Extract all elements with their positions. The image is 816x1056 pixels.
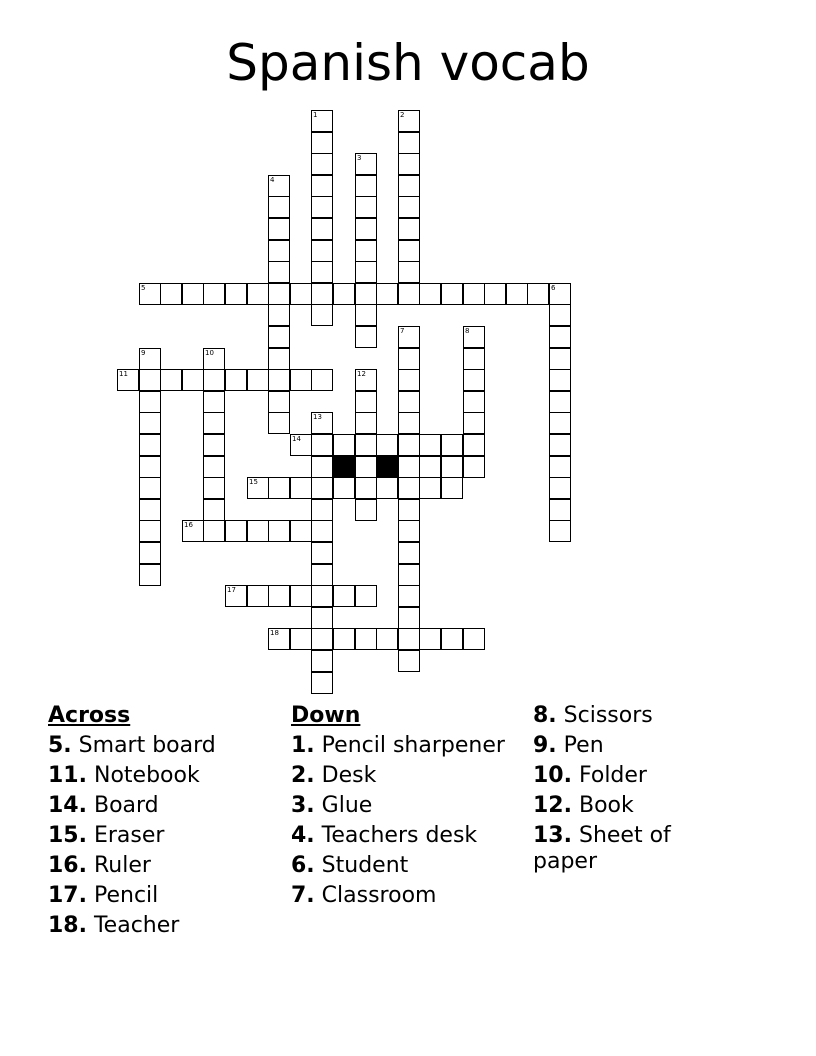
grid-cell[interactable] bbox=[290, 369, 312, 391]
grid-cell[interactable] bbox=[549, 283, 571, 305]
grid-cell[interactable] bbox=[398, 564, 420, 586]
grid-cell[interactable] bbox=[419, 477, 441, 499]
grid-cell[interactable] bbox=[333, 477, 355, 499]
grid-cell[interactable] bbox=[463, 348, 485, 370]
clue-number: 13. bbox=[533, 823, 572, 848]
clue-number-label: 15 bbox=[249, 478, 258, 486]
grid-cell[interactable] bbox=[268, 326, 290, 348]
grid-cell[interactable] bbox=[355, 218, 377, 240]
clue-number-label: 14 bbox=[292, 435, 301, 443]
grid-cell[interactable] bbox=[139, 369, 161, 391]
grid-cell[interactable] bbox=[398, 240, 420, 262]
clue-number-label: 4 bbox=[270, 176, 275, 184]
grid-cell[interactable] bbox=[398, 412, 420, 434]
grid-cell[interactable] bbox=[160, 369, 182, 391]
grid-cell[interactable] bbox=[247, 369, 269, 391]
grid-cell[interactable] bbox=[203, 520, 225, 542]
grid-cell[interactable] bbox=[398, 477, 420, 499]
grid-cell[interactable] bbox=[398, 283, 420, 305]
clue-text: Glue bbox=[321, 793, 373, 818]
grid-cell[interactable] bbox=[355, 434, 377, 456]
grid-cell[interactable] bbox=[139, 477, 161, 499]
clue-across-15 bbox=[48, 823, 278, 849]
clue-text: Smart board bbox=[78, 733, 216, 758]
clue-number-label: 8 bbox=[465, 327, 470, 335]
clue-number: 15. bbox=[48, 823, 87, 848]
grid-cell[interactable] bbox=[247, 520, 269, 542]
grid-cell[interactable] bbox=[182, 283, 204, 305]
grid-cell[interactable] bbox=[484, 283, 506, 305]
grid-cell[interactable] bbox=[139, 283, 161, 305]
grid-cell[interactable] bbox=[268, 412, 290, 434]
grid-cell[interactable] bbox=[463, 628, 485, 650]
clue-down-2 bbox=[291, 763, 521, 789]
grid-cell[interactable] bbox=[355, 369, 377, 391]
grid-cell[interactable] bbox=[398, 348, 420, 370]
grid-cell[interactable] bbox=[463, 283, 485, 305]
clue-text: Book bbox=[578, 793, 634, 818]
grid-cell[interactable] bbox=[398, 542, 420, 564]
grid-cell[interactable] bbox=[311, 283, 333, 305]
grid-cell[interactable] bbox=[549, 434, 571, 456]
grid-cell[interactable] bbox=[311, 175, 333, 197]
clue-number-label: 5 bbox=[141, 284, 146, 292]
grid-cell[interactable] bbox=[139, 564, 161, 586]
clue-text: Pen bbox=[563, 733, 604, 758]
clue-text: Teacher bbox=[93, 913, 180, 938]
grid-cell[interactable] bbox=[463, 412, 485, 434]
grid-cell[interactable] bbox=[290, 585, 312, 607]
grid-cell[interactable] bbox=[268, 175, 290, 197]
grid-cell[interactable] bbox=[398, 456, 420, 478]
grid-cell[interactable] bbox=[225, 585, 247, 607]
clue-down-4 bbox=[291, 823, 521, 849]
grid-cell[interactable] bbox=[355, 391, 377, 413]
puzzle-title: Spanish vocab bbox=[226, 34, 590, 92]
clue-text: Ruler bbox=[93, 853, 151, 878]
grid-cell[interactable] bbox=[355, 283, 377, 305]
grid-cell[interactable] bbox=[311, 607, 333, 629]
grid-cell[interactable] bbox=[398, 650, 420, 672]
grid-cell[interactable] bbox=[398, 520, 420, 542]
grid-cell[interactable] bbox=[398, 261, 420, 283]
grid-cell[interactable] bbox=[376, 283, 398, 305]
grid-cell[interactable] bbox=[463, 391, 485, 413]
black-cell bbox=[376, 456, 398, 478]
clue-text: Eraser bbox=[93, 823, 165, 848]
clue-across-11 bbox=[48, 763, 278, 789]
grid-cell[interactable] bbox=[311, 456, 333, 478]
clue-text: Desk bbox=[321, 763, 377, 788]
grid-cell[interactable] bbox=[355, 261, 377, 283]
clue-number: 17. bbox=[48, 883, 87, 908]
clue-across-17 bbox=[48, 883, 278, 909]
grid-cell[interactable] bbox=[398, 499, 420, 521]
grid-cell[interactable] bbox=[311, 240, 333, 262]
grid-cell[interactable] bbox=[139, 348, 161, 370]
grid-cell[interactable] bbox=[376, 434, 398, 456]
grid-cell[interactable] bbox=[203, 499, 225, 521]
grid-cell[interactable] bbox=[203, 477, 225, 499]
clue-down-13 bbox=[533, 823, 733, 875]
grid-cell[interactable] bbox=[268, 520, 290, 542]
clue-number: 4. bbox=[291, 823, 315, 848]
grid-cell[interactable] bbox=[463, 369, 485, 391]
grid-cell[interactable] bbox=[290, 477, 312, 499]
grid-cell[interactable] bbox=[398, 110, 420, 132]
grid-cell[interactable] bbox=[203, 283, 225, 305]
grid-cell[interactable] bbox=[290, 434, 312, 456]
grid-cell[interactable] bbox=[290, 520, 312, 542]
grid-cell[interactable] bbox=[139, 434, 161, 456]
clue-text: Pencil sharpener bbox=[321, 733, 505, 758]
grid-cell[interactable] bbox=[463, 326, 485, 348]
grid-cell[interactable] bbox=[182, 369, 204, 391]
clue-text: Board bbox=[93, 793, 159, 818]
clue-number: 10. bbox=[533, 763, 572, 788]
clue-text: Classroom bbox=[321, 883, 437, 908]
clue-down-3 bbox=[291, 793, 521, 819]
grid-cell[interactable] bbox=[203, 348, 225, 370]
clue-text: Pencil bbox=[93, 883, 159, 908]
grid-cell[interactable] bbox=[355, 196, 377, 218]
grid-cell[interactable] bbox=[268, 240, 290, 262]
grid-cell[interactable] bbox=[355, 153, 377, 175]
grid-cell[interactable] bbox=[398, 326, 420, 348]
grid-cell[interactable] bbox=[268, 369, 290, 391]
grid-cell[interactable] bbox=[311, 369, 333, 391]
grid-cell[interactable] bbox=[398, 218, 420, 240]
clue-number-label: 7 bbox=[400, 327, 405, 335]
clue-number-label: 18 bbox=[270, 629, 279, 637]
clue-number-label: 13 bbox=[313, 413, 322, 421]
grid-cell[interactable] bbox=[463, 434, 485, 456]
clue-number: 12. bbox=[533, 793, 572, 818]
clue-text: Teachers desk bbox=[321, 823, 478, 848]
clue-number: 7. bbox=[291, 883, 315, 908]
grid-cell[interactable] bbox=[419, 456, 441, 478]
clue-across-14 bbox=[48, 793, 278, 819]
grid-cell[interactable] bbox=[268, 628, 290, 650]
grid-cell[interactable] bbox=[398, 153, 420, 175]
clue-down-9 bbox=[533, 733, 733, 759]
clue-number: 2. bbox=[291, 763, 315, 788]
grid-cell[interactable] bbox=[398, 175, 420, 197]
clue-number-label: 11 bbox=[119, 370, 128, 378]
grid-cell[interactable] bbox=[139, 499, 161, 521]
clue-number: 16. bbox=[48, 853, 87, 878]
down-heading: Down bbox=[291, 703, 361, 728]
clue-number-label: 12 bbox=[357, 370, 366, 378]
grid-cell[interactable] bbox=[311, 585, 333, 607]
grid-cell[interactable] bbox=[376, 628, 398, 650]
down-clues-continued bbox=[533, 703, 733, 879]
grid-cell[interactable] bbox=[311, 261, 333, 283]
grid-cell[interactable] bbox=[203, 412, 225, 434]
clue-down-8 bbox=[533, 703, 733, 729]
grid-cell[interactable] bbox=[182, 520, 204, 542]
clue-number: 1. bbox=[291, 733, 315, 758]
grid-cell[interactable] bbox=[333, 434, 355, 456]
grid-cell[interactable] bbox=[355, 240, 377, 262]
grid-cell[interactable] bbox=[268, 477, 290, 499]
grid-cell[interactable] bbox=[203, 391, 225, 413]
clue-number: 9. bbox=[533, 733, 557, 758]
grid-cell[interactable] bbox=[398, 196, 420, 218]
grid-cell[interactable] bbox=[355, 304, 377, 326]
grid-cell[interactable] bbox=[225, 369, 247, 391]
grid-cell[interactable] bbox=[549, 477, 571, 499]
grid-cell[interactable] bbox=[355, 456, 377, 478]
grid-cell[interactable] bbox=[398, 607, 420, 629]
clue-number: 18. bbox=[48, 913, 87, 938]
grid-cell[interactable] bbox=[311, 304, 333, 326]
grid-cell[interactable] bbox=[549, 326, 571, 348]
clue-number-label: 3 bbox=[357, 154, 362, 162]
grid-cell[interactable] bbox=[419, 434, 441, 456]
grid-cell[interactable] bbox=[549, 499, 571, 521]
grid-cell[interactable] bbox=[225, 520, 247, 542]
grid-cell[interactable] bbox=[419, 283, 441, 305]
grid-cell[interactable] bbox=[398, 628, 420, 650]
grid-cell[interactable] bbox=[290, 628, 312, 650]
clue-number-label: 16 bbox=[184, 521, 193, 529]
grid-cell[interactable] bbox=[355, 585, 377, 607]
grid-cell[interactable] bbox=[311, 477, 333, 499]
clue-number-label: 1 bbox=[313, 111, 318, 119]
grid-cell[interactable] bbox=[549, 456, 571, 478]
grid-cell[interactable] bbox=[398, 585, 420, 607]
grid-cell[interactable] bbox=[247, 585, 269, 607]
clue-number-label: 10 bbox=[205, 349, 214, 357]
grid-cell[interactable] bbox=[441, 628, 463, 650]
grid-cell[interactable] bbox=[549, 369, 571, 391]
clue-text: Sheet of paper bbox=[533, 823, 671, 874]
clue-down-1 bbox=[291, 733, 521, 759]
clue-across-18 bbox=[48, 913, 278, 939]
grid-cell[interactable] bbox=[203, 369, 225, 391]
clue-across-5 bbox=[48, 733, 278, 759]
grid-cell[interactable] bbox=[268, 304, 290, 326]
across-heading: Across bbox=[48, 703, 131, 728]
grid-cell[interactable] bbox=[333, 283, 355, 305]
grid-cell[interactable] bbox=[549, 391, 571, 413]
grid-cell[interactable] bbox=[311, 153, 333, 175]
grid-cell[interactable] bbox=[139, 412, 161, 434]
clue-number-label: 9 bbox=[141, 349, 146, 357]
grid-cell[interactable] bbox=[527, 283, 549, 305]
grid-cell[interactable] bbox=[549, 304, 571, 326]
grid-cell[interactable] bbox=[311, 650, 333, 672]
grid-cell[interactable] bbox=[203, 456, 225, 478]
grid-cell[interactable] bbox=[441, 456, 463, 478]
grid-cell[interactable] bbox=[311, 672, 333, 694]
clue-number-label: 2 bbox=[400, 111, 405, 119]
clue-number: 6. bbox=[291, 853, 315, 878]
clue-number: 14. bbox=[48, 793, 87, 818]
grid-cell[interactable] bbox=[139, 456, 161, 478]
grid-cell[interactable] bbox=[290, 283, 312, 305]
grid-cell[interactable] bbox=[268, 585, 290, 607]
grid-cell[interactable] bbox=[203, 434, 225, 456]
across-clues bbox=[48, 703, 278, 943]
grid-cell[interactable] bbox=[549, 520, 571, 542]
grid-cell[interactable] bbox=[355, 412, 377, 434]
grid-cell[interactable] bbox=[311, 218, 333, 240]
clue-number: 3. bbox=[291, 793, 315, 818]
clue-number: 5. bbox=[48, 733, 72, 758]
grid-cell[interactable] bbox=[268, 283, 290, 305]
grid-cell[interactable] bbox=[268, 261, 290, 283]
grid-cell[interactable] bbox=[268, 348, 290, 370]
clue-down-7 bbox=[291, 883, 521, 909]
grid-cell[interactable] bbox=[311, 628, 333, 650]
clue-text: Notebook bbox=[93, 763, 200, 788]
clue-text: Scissors bbox=[563, 703, 653, 728]
grid-cell[interactable] bbox=[549, 348, 571, 370]
grid-cell[interactable] bbox=[419, 628, 441, 650]
black-cell bbox=[333, 456, 355, 478]
grid-cell[interactable] bbox=[333, 628, 355, 650]
grid-cell[interactable] bbox=[311, 520, 333, 542]
grid-cell[interactable] bbox=[311, 196, 333, 218]
grid-cell[interactable] bbox=[139, 520, 161, 542]
grid-cell[interactable] bbox=[355, 326, 377, 348]
grid-cell[interactable] bbox=[160, 283, 182, 305]
grid-cell[interactable] bbox=[311, 412, 333, 434]
grid-cell[interactable] bbox=[398, 132, 420, 154]
clue-across-16 bbox=[48, 853, 278, 879]
grid-cell[interactable] bbox=[398, 391, 420, 413]
clue-number: 8. bbox=[533, 703, 557, 728]
grid-cell[interactable] bbox=[247, 283, 269, 305]
grid-cell[interactable] bbox=[355, 499, 377, 521]
clue-down-10 bbox=[533, 763, 733, 789]
grid-cell[interactable] bbox=[311, 542, 333, 564]
grid-cell[interactable] bbox=[441, 434, 463, 456]
grid-cell[interactable] bbox=[139, 391, 161, 413]
clue-down-12 bbox=[533, 793, 733, 819]
grid-cell[interactable] bbox=[268, 391, 290, 413]
grid-cell[interactable] bbox=[441, 477, 463, 499]
grid-cell[interactable] bbox=[311, 499, 333, 521]
grid-cell[interactable] bbox=[355, 628, 377, 650]
clue-down-6 bbox=[291, 853, 521, 879]
grid-cell[interactable] bbox=[376, 477, 398, 499]
clue-text: Folder bbox=[578, 763, 647, 788]
grid-cell[interactable] bbox=[441, 283, 463, 305]
grid-cell[interactable] bbox=[311, 110, 333, 132]
down-clues bbox=[291, 703, 521, 913]
grid-cell[interactable] bbox=[398, 369, 420, 391]
grid-cell[interactable] bbox=[549, 412, 571, 434]
grid-cell[interactable] bbox=[268, 218, 290, 240]
grid-cell[interactable] bbox=[311, 132, 333, 154]
grid-cell[interactable] bbox=[117, 369, 139, 391]
grid-cell[interactable] bbox=[311, 434, 333, 456]
clue-text: Student bbox=[321, 853, 409, 878]
grid-cell[interactable] bbox=[225, 283, 247, 305]
grid-cell[interactable] bbox=[463, 456, 485, 478]
clue-number: 11. bbox=[48, 763, 87, 788]
grid-cell[interactable] bbox=[333, 585, 355, 607]
grid-cell[interactable] bbox=[311, 564, 333, 586]
clue-number-label: 6 bbox=[551, 284, 556, 292]
grid-cell[interactable] bbox=[247, 477, 269, 499]
clue-number-label: 17 bbox=[227, 586, 236, 594]
grid-cell[interactable] bbox=[506, 283, 528, 305]
grid-cell[interactable] bbox=[355, 175, 377, 197]
grid-cell[interactable] bbox=[398, 434, 420, 456]
grid-cell[interactable] bbox=[355, 477, 377, 499]
grid-cell[interactable] bbox=[268, 196, 290, 218]
grid-cell[interactable] bbox=[139, 542, 161, 564]
